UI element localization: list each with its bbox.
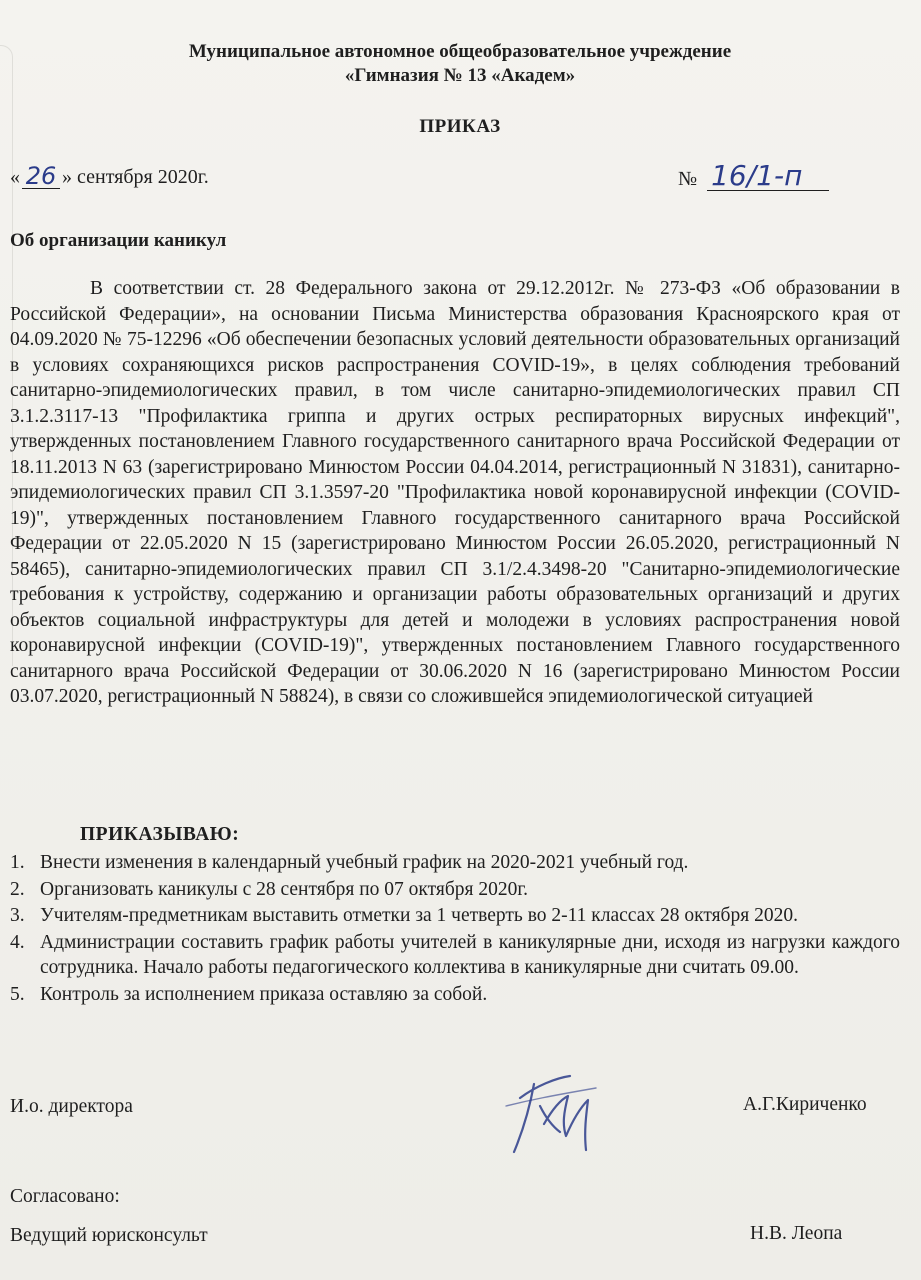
- date-open-quote: «: [10, 166, 20, 188]
- order-preamble: В соответствии ст. 28 Федерального закона от 29.12.2012г. № 273-ФЗ «Об образовании в Российской Федерации», на основании Письма Министерства образования Красноярского края от 04.09.2020 № 75-12296 «Об обеспечении безопасных условий деятельности образовательных организаций в условиях сохраняющихся рисков распространения COVID-19», в целях соблюдения требований санитарно-эпидемиологических правил, в том числе санитарно-эпидемиологических правил СП 3.1.2.3117-13 "Профилактика гриппа и других острых респираторных вирусных инфекций", утвержденных постановлением Главного государственного санитарного врача Российской Федерации от 18.11.2013 N 63 (зарегистрировано Минюстом России 04.04.2014, регистрационный N 31831), санитарно-эпидемиологических правил СП 3.1.3597-20 "Профилактика новой коронавирусной инфекции (COVID-19)", утвержденных постановлением Главного государственного санитарного врача Российской Федерации от 22.05.2020 N 15 (зарегистрировано Минюстом России 26.05.2020, регистрационный N 58465), санитарно-эпидемиологических правил СП 3.1/2.4.3498-20 "Санитарно-эпидемиологические требования к устройству, содержанию и организации работы образовательных организаций и других объектов социальной инфраструктуры для детей и молодежи в условиях распространения новой коронавирусной инфекции (COVID-19)", утвержденных постановлением Главного государственного санитарного врача Российской Федерации от 30.06.2020 N 16 (зарегистрировано Минюстом России 03.07.2020, регистрационный N 58824), в связи со сложившейся эпидемиологической ситуацией: [10, 278, 900, 707]
- order-item-text: Организовать каникулы с 28 сентября по 07 октября 2020г.: [40, 878, 529, 900]
- date-day-handwritten: 26: [22, 164, 60, 189]
- director-name: А.Г.Кириченко: [743, 1094, 867, 1115]
- legal-counsel-title: Ведущий юрисконсульт: [10, 1225, 208, 1246]
- order-item-number: 3.: [10, 905, 25, 926]
- order-item-text: Внести изменения в календарный учебный график на 2020-2021 учебный год.: [40, 852, 689, 873]
- order-subject: Об организации каникул: [10, 230, 227, 251]
- order-item: [10, 903, 900, 929]
- director-title: И.о. директора: [10, 1096, 133, 1117]
- order-item-number: 5.: [10, 983, 25, 1005]
- legal-counsel-name: Н.В. Леопа: [750, 1223, 843, 1244]
- order-items-list: [10, 850, 900, 1008]
- order-item-text: Контроль за исполнением приказа оставляю за собой.: [40, 983, 488, 1005]
- order-item-number: 4.: [10, 931, 25, 953]
- order-heading: ПРИКАЗЫВАЮ:: [80, 824, 240, 845]
- institution-line-1: Муниципальное автономное общеобразовательное учреждение: [188, 41, 732, 62]
- order-number-label: №: [678, 168, 698, 190]
- order-item: [10, 930, 900, 981]
- agreed-label: Согласовано:: [10, 1186, 120, 1207]
- order-number-handwritten: 16/1-п: [707, 162, 829, 191]
- order-item-text: Учителям-предметникам выставить отметки за 1 четверть во 2-11 классах 28 октября 2020.: [40, 905, 798, 926]
- order-item: [10, 850, 900, 876]
- handwritten-signature: [500, 1066, 610, 1158]
- order-item: [10, 982, 900, 1008]
- institution-header: [80, 40, 840, 88]
- order-number: [678, 159, 829, 192]
- institution-line-2: «Гимназия № 13 «Академ»: [344, 65, 576, 86]
- order-item-number: 1.: [10, 852, 25, 873]
- order-item-text: Администрации составить график работы учителей в каникулярные дни, исходя из нагрузки каждого сотрудника. Начало работы педагогического коллектива в каникулярные дни считать 09.00.: [40, 931, 900, 978]
- order-date: [10, 164, 209, 189]
- order-item-number: 2.: [10, 878, 25, 900]
- date-month-year: » сентября 2020г.: [62, 166, 209, 188]
- order-item: [10, 877, 900, 903]
- document-title: ПРИКАЗ: [419, 116, 501, 137]
